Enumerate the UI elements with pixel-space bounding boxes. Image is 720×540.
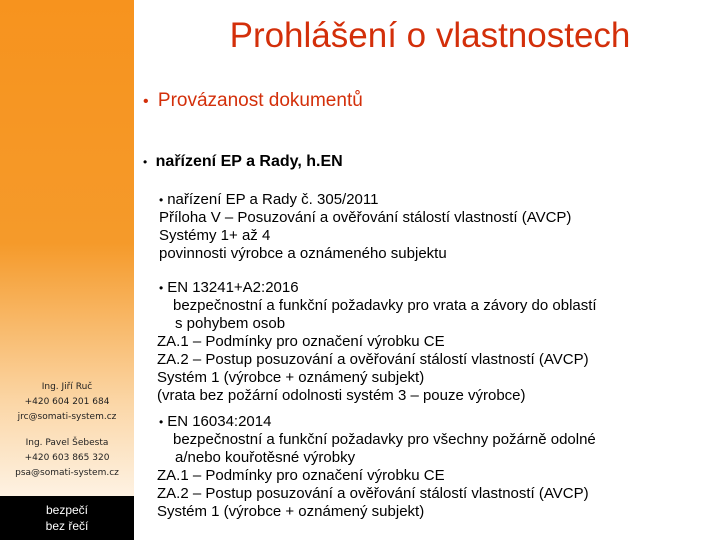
block-head-text: EN 13241+A2:2016: [167, 279, 299, 296]
block-line: Systémy 1+ až 4: [159, 227, 271, 244]
slide-subtitle: [143, 90, 363, 112]
motto-line: bezpečí: [45, 503, 89, 517]
block-head-text: EN 16034:2014: [167, 413, 272, 430]
block-line: ZA.1 – Podmínky pro označení výrobku CE: [157, 333, 445, 350]
sidebar: [0, 0, 134, 540]
block-line: Systém 1 (výrobce + oznámený subjekt): [157, 503, 425, 520]
regulation-block: [143, 191, 713, 263]
block-desc: bezpečnostní a funkční požadavky pro vrata a závory do oblastí: [173, 297, 597, 314]
motto-box: [0, 496, 134, 540]
block-head: [143, 191, 713, 209]
block-head: [143, 279, 713, 297]
block-desc: bezpečnostní a funkční požadavky pro všechny požárně odolné: [173, 431, 596, 448]
block-line: (vrata bez požární odolnosti systém 3 – pouze výrobce): [157, 387, 526, 404]
block-line: ZA.2 – Postup posuzování a ověřování stálostí vlastností (AVCP): [157, 351, 589, 368]
contact-phone: +420 603 865 320: [24, 453, 110, 463]
slide-title: Prohlášení o vlastnostech: [229, 16, 631, 55]
block-head: [143, 413, 713, 431]
block-line: ZA.1 – Podmínky pro označení výrobku CE: [157, 467, 445, 484]
contact-2: [0, 436, 134, 481]
standard-block-en13241: [143, 279, 713, 405]
block-line: povinnosti výrobce a oznámeného subjektu: [159, 245, 447, 262]
block-line: ZA.2 – Postup posuzování a ověřování stálostí vlastností (AVCP): [157, 485, 589, 502]
block-head-text: nařízení EP a Rady č. 305/2011: [167, 191, 379, 208]
section-heading-text: nařízení EP a Rady, h.EN: [155, 153, 343, 170]
block-line: Systém 1 (výrobce + oznámený subjekt): [157, 369, 425, 386]
block-desc: a/nebo kouřotěsné výrobky: [175, 449, 356, 466]
bullet-icon: •: [159, 415, 164, 429]
subtitle-text: Provázanost dokumentů: [157, 90, 363, 111]
contact-email[interactable]: jrc@somati-system.cz: [17, 412, 117, 422]
contact-name: Ing. Pavel Šebesta: [25, 438, 109, 448]
block-line: Příloha V – Posuzování a ověřování stálostí vlastností (AVCP): [159, 209, 572, 226]
contact-phone: +420 604 201 684: [24, 397, 110, 407]
standard-block-en16034: [143, 413, 713, 521]
bullet-icon: •: [143, 93, 149, 110]
bullet-icon: •: [159, 281, 164, 295]
contact-name: Ing. Jiří Ruč: [41, 382, 93, 392]
block-desc: s pohybem osob: [175, 315, 286, 332]
bullet-icon: •: [159, 193, 164, 207]
bullet-icon: •: [143, 155, 148, 169]
contact-email[interactable]: psa@somati-system.cz: [15, 468, 119, 478]
section-heading: [143, 153, 343, 171]
motto-line: bez řečí: [45, 519, 89, 533]
contact-1: [0, 380, 134, 425]
